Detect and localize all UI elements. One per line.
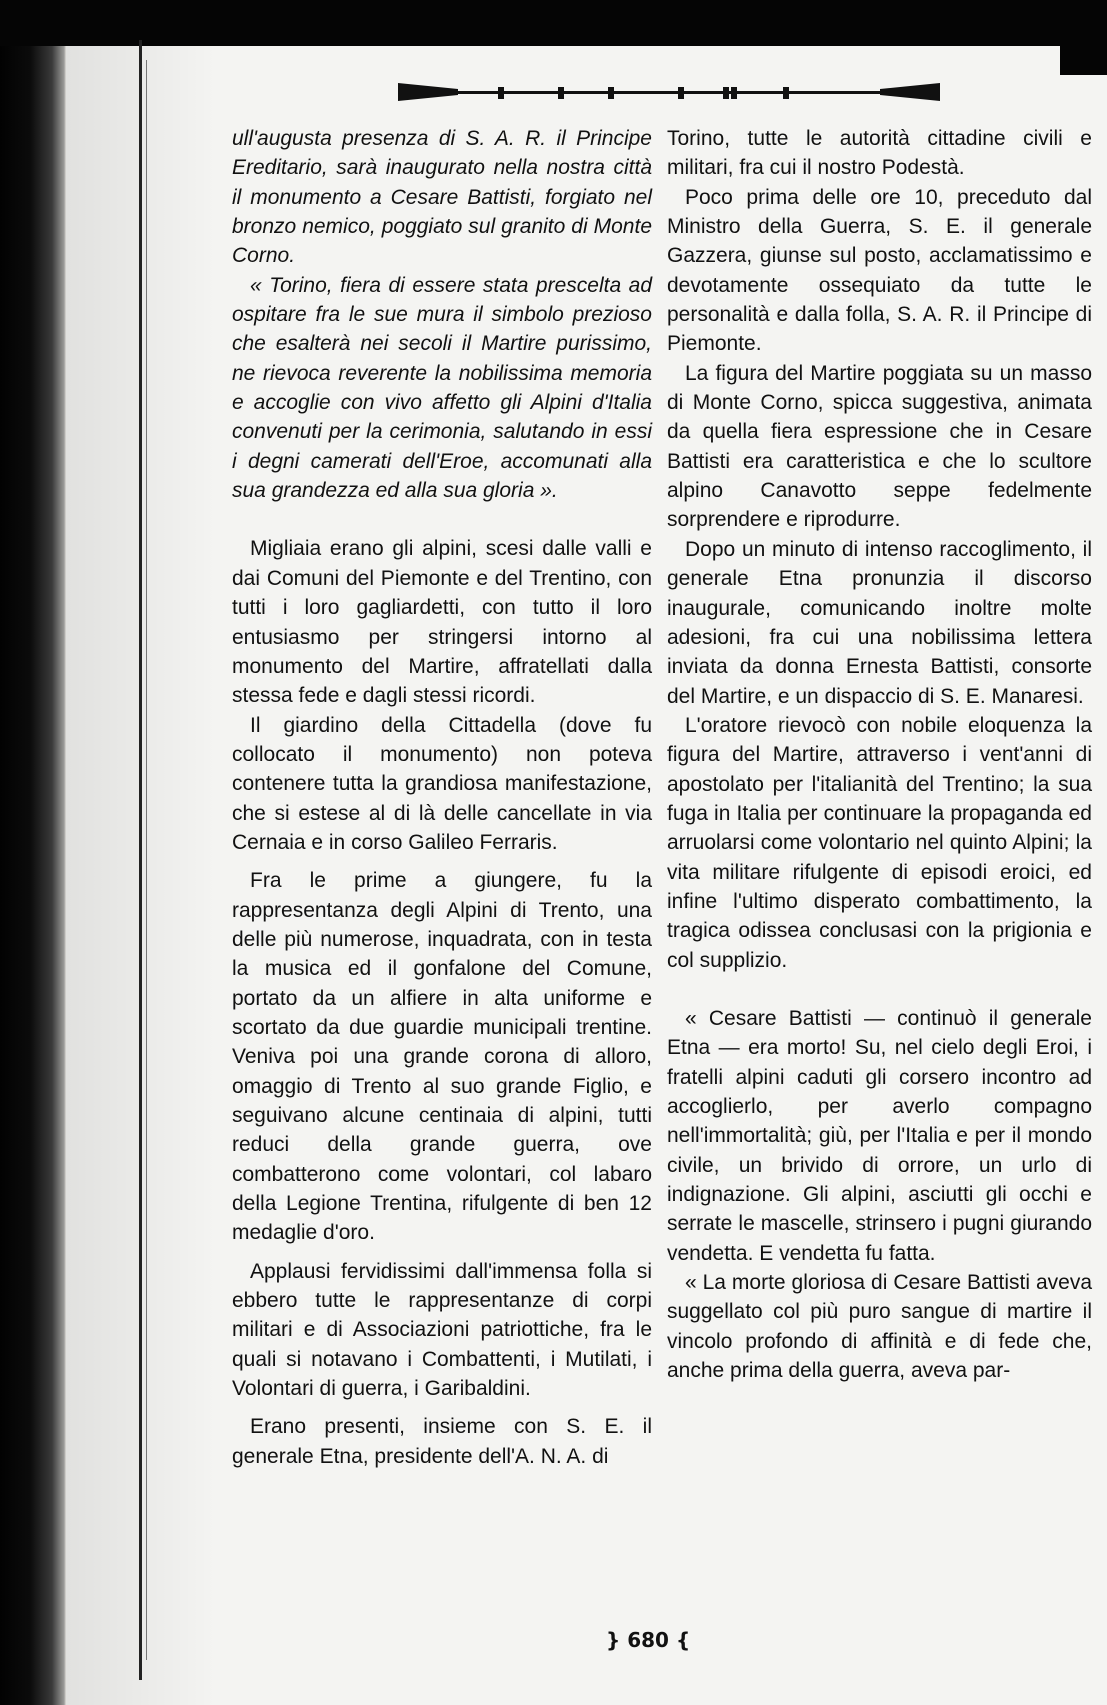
article-column-right [667,124,1092,1385]
paragraph: La figura del Martire poggiata su un masso di Monte Corno, spicca suggestiva, animata da quella fiera espressione che in Cesare Battisti era caratteristica e che lo scultore alpino Canavotto seppe fedelmente sorprendere e riprodurre. [667,361,1092,532]
scan-dark-edge-left [0,0,66,1705]
paragraph-quote-1: ull'augusta presenza di S. A. R. il Principe Ereditario, sarà inaugurato nella nostra città il monumento a Cesare Battisti, forgiato nel bronzo nemico, poggiato sul granito di Monte Corno. [232,127,652,268]
paragraph-quote: « Cesare Battisti — continuò il generale Etna — era morto! Su, nel cielo degli Eroi, i fratelli alpini caduti gli corsero incontro ad accoglierlo, per averlo compagno nell'immortalità; giù, per l'Italia e per il mondo civile, un brivido di orrore, un urlo di indignazione. Gli alpini, asciutti gli occhi e serrate le mascelle, strinsero i pugni giurando vendetta. E vendetta fu fatta. [667,1006,1092,1265]
article-column-left [232,124,652,1471]
page-number-right-ornament: { [675,1628,691,1652]
paragraph: L'oratore rievocò con nobile eloquenza la figura del Martire, attraverso i vent'anni di apostolato per l'italianità del Trentino; la sua fuga in Italia per continuare la propaganda ed arruolarsi come volontario nel quinto Alpini; la vita militare rifulgente di episodi eroici, ed infine l'ultimo disperato combattimento, la tragica odissea conclusasi con la prigionia e col supplizio. [667,713,1092,972]
paragraph-quote-2: « Torino, fiera di essere stata prescelta ad ospitare fra le sue mura il simbolo prezioso che esalterà nei secoli il Martire purissimo, ne rievoca reverente la nobilissima memoria e accoglie con vivo affetto gli Alpini d'Italia convenuti per la cerimonia, salutando in essi i degni camerati dell'Eroe, accomunati alla sua grandezza ed alla sua gloria ». [232,273,652,503]
binding-line-faint [146,60,147,1660]
page-number [606,1628,690,1652]
paragraph: Poco prima delle ore 10, preceduto dal Ministro della Guerra, S. E. il generale Gazzera, giunse sul posto, acclamatissimo e devotamente ossequiato da tutte le personalità e dalla folla, S. A. R. il Principe di Piemonte. [667,185,1092,356]
page-number-left-ornament: } [606,1628,621,1652]
binding-line [139,40,142,1680]
paragraph: Dopo un minuto di intenso raccoglimento, il generale Etna pronunzia il discorso inaugurale, comunicando inoltre molte adesioni, fra cui una nobilissima lettera inviata da donna Ernesta Battisti, consorte del Martire, e un dispaccio di S. E. Manaresi. [667,537,1092,708]
page-number-text: 680 [627,1628,669,1652]
paragraph: Fra le prime a giungere, fu la rappresentanza degli Alpini di Trento, una delle più numerose, inquadrata, con in testa la musica ed il gonfalone del Comune, portato da un alfiere in alta uniforme e scortato da due guardie municipali trentine. Veniva poi una grande corona di alloro, omaggio di Trento al suo grande Figlio, e seguivano alcune centinaia di alpini, tutti reduci della grande guerra, ove combatterono come volontari, col labaro della Legione Trentina, rifulgente di ben 12 medaglie d'oro. [232,869,652,1245]
paragraph-quote: « La morte gloriosa di Cesare Battisti aveva suggellato col più puro sangue di martire il vincolo profondo di affinità e di fede che, anche prima della guerra, aveva par- [667,1271,1092,1383]
paragraph: Migliaia erano gli alpini, scesi dalle valli e dai Comuni del Piemonte e del Trentino, con tutti i loro gagliardetti, con tutto il loro entusiasmo per stringersi intorno al monumento del Martire, affratellati dalla stessa fede e dagli stessi ricordi. [232,537,652,708]
paragraph: Il giardino della Cittadella (dove fu collocato il monumento) non poteva contenere tutta la grandiosa manifestazione, che si estese al di là delle cancellate in via Cernaia e in corso Galileo Ferraris. [232,713,652,854]
paragraph: Erano presenti, insieme con S. E. il generale Etna, presidente dell'A. N. A. di [232,1415,652,1468]
paragraph: Torino, tutte le autorità cittadine civili e militari, fra cui il nostro Podestà. [667,127,1092,180]
paragraph: Applausi fervidissimi dall'immensa folla si ebbero tutte le rappresentanze di corpi militari e di Associazioni patriottiche, fra le quali si notavano i Combattenti, i Mutilati, i Volontari di guerra, i Garibaldini. [232,1259,652,1401]
scan-dark-edge-corner [1060,0,1107,75]
header-ornament [398,83,940,101]
scan-dark-edge-top [0,0,1107,46]
